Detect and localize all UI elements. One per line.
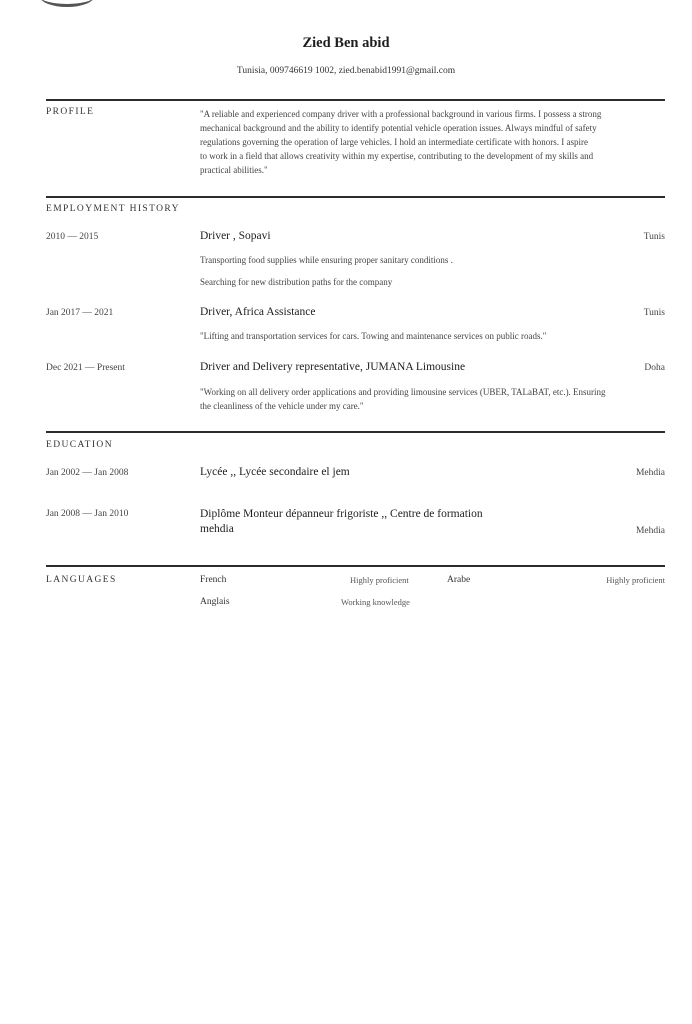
- language-level: Working knowledge: [341, 597, 410, 607]
- job-dates: Jan 2017 — 2021: [46, 308, 114, 318]
- top-decoration: [40, 0, 94, 7]
- profile-line: "A reliable and experienced company driver with a professional background in various firms. I possess a strong: [200, 109, 602, 119]
- job-title: Driver and Delivery representative, JUMANA Limousine: [200, 361, 466, 373]
- profile-line: to work in a field that allows creativity within my expertise, contributing to the development of my skills and: [200, 151, 594, 161]
- education-degree: [200, 507, 483, 537]
- language-name: French: [200, 575, 227, 585]
- job-description: Searching for new distribution paths for the company: [200, 277, 393, 287]
- education-degree: Lycée ,, Lycée secondaire el jem: [200, 466, 350, 478]
- education-degree-line: Diplôme Monteur dépanneur frigoriste ,, Centre de formation: [200, 508, 483, 520]
- profile-line: mechanical background and the ability to identify potential vehicle operation issues. Always mindful of safety: [200, 123, 597, 133]
- job-location: Doha: [644, 363, 665, 373]
- profile-summary: [200, 107, 668, 177]
- education-dates: Jan 2002 — Jan 2008: [46, 468, 129, 478]
- contact-details: Tunisia, 009746619 1002, zied.benabid1991@gmail.com: [236, 66, 456, 76]
- education-dates: Jan 2008 — Jan 2010: [46, 509, 129, 519]
- section-divider: [46, 565, 665, 567]
- language-name: Anglais: [200, 597, 230, 607]
- languages-section-title: LANGUAGES: [46, 575, 117, 585]
- job-dates: Dec 2021 — Present: [46, 363, 125, 373]
- profile-line: regulations governing the operation of large vehicles. I hold an intermediate certificate with honors. I aspire: [200, 137, 588, 147]
- section-divider: [46, 99, 665, 101]
- education-section-title: EDUCATION: [46, 440, 113, 450]
- language-name: Arabe: [447, 575, 471, 585]
- job-title: Driver , Sopavi: [200, 230, 271, 242]
- section-divider: [46, 196, 665, 198]
- language-level: Highly proficient: [606, 575, 665, 585]
- education-location: Mehdia: [635, 468, 665, 478]
- employment-section-title: EMPLOYMENT HISTORY: [46, 204, 180, 214]
- candidate-name: Zied Ben abid: [302, 35, 390, 51]
- profile-line: practical abilities.": [200, 165, 268, 175]
- section-divider: [46, 431, 665, 433]
- job-location: Tunis: [643, 232, 665, 242]
- job-dates: 2010 — 2015: [46, 232, 99, 242]
- profile-section-title: PROFILE: [46, 107, 95, 117]
- education-degree-line: mehdia: [200, 523, 234, 535]
- job-description: "Lifting and transportation services for cars. Towing and maintenance services on public roads.": [200, 331, 547, 341]
- job-description: [200, 385, 668, 413]
- job-title: Driver, Africa Assistance: [200, 306, 316, 318]
- job-location: Tunis: [643, 308, 665, 318]
- language-level: Highly proficient: [350, 575, 409, 585]
- job-description-line: the cleanliness of the vehicle under my care.": [200, 401, 364, 411]
- job-description: Transporting food supplies while ensuring proper sanitary conditions .: [200, 255, 453, 265]
- job-description-line: "Working on all delivery order applications and providing limousine services (UBER, TALaBAT, etc.). Ensuring: [200, 387, 606, 397]
- education-location: Mehdia: [635, 526, 665, 536]
